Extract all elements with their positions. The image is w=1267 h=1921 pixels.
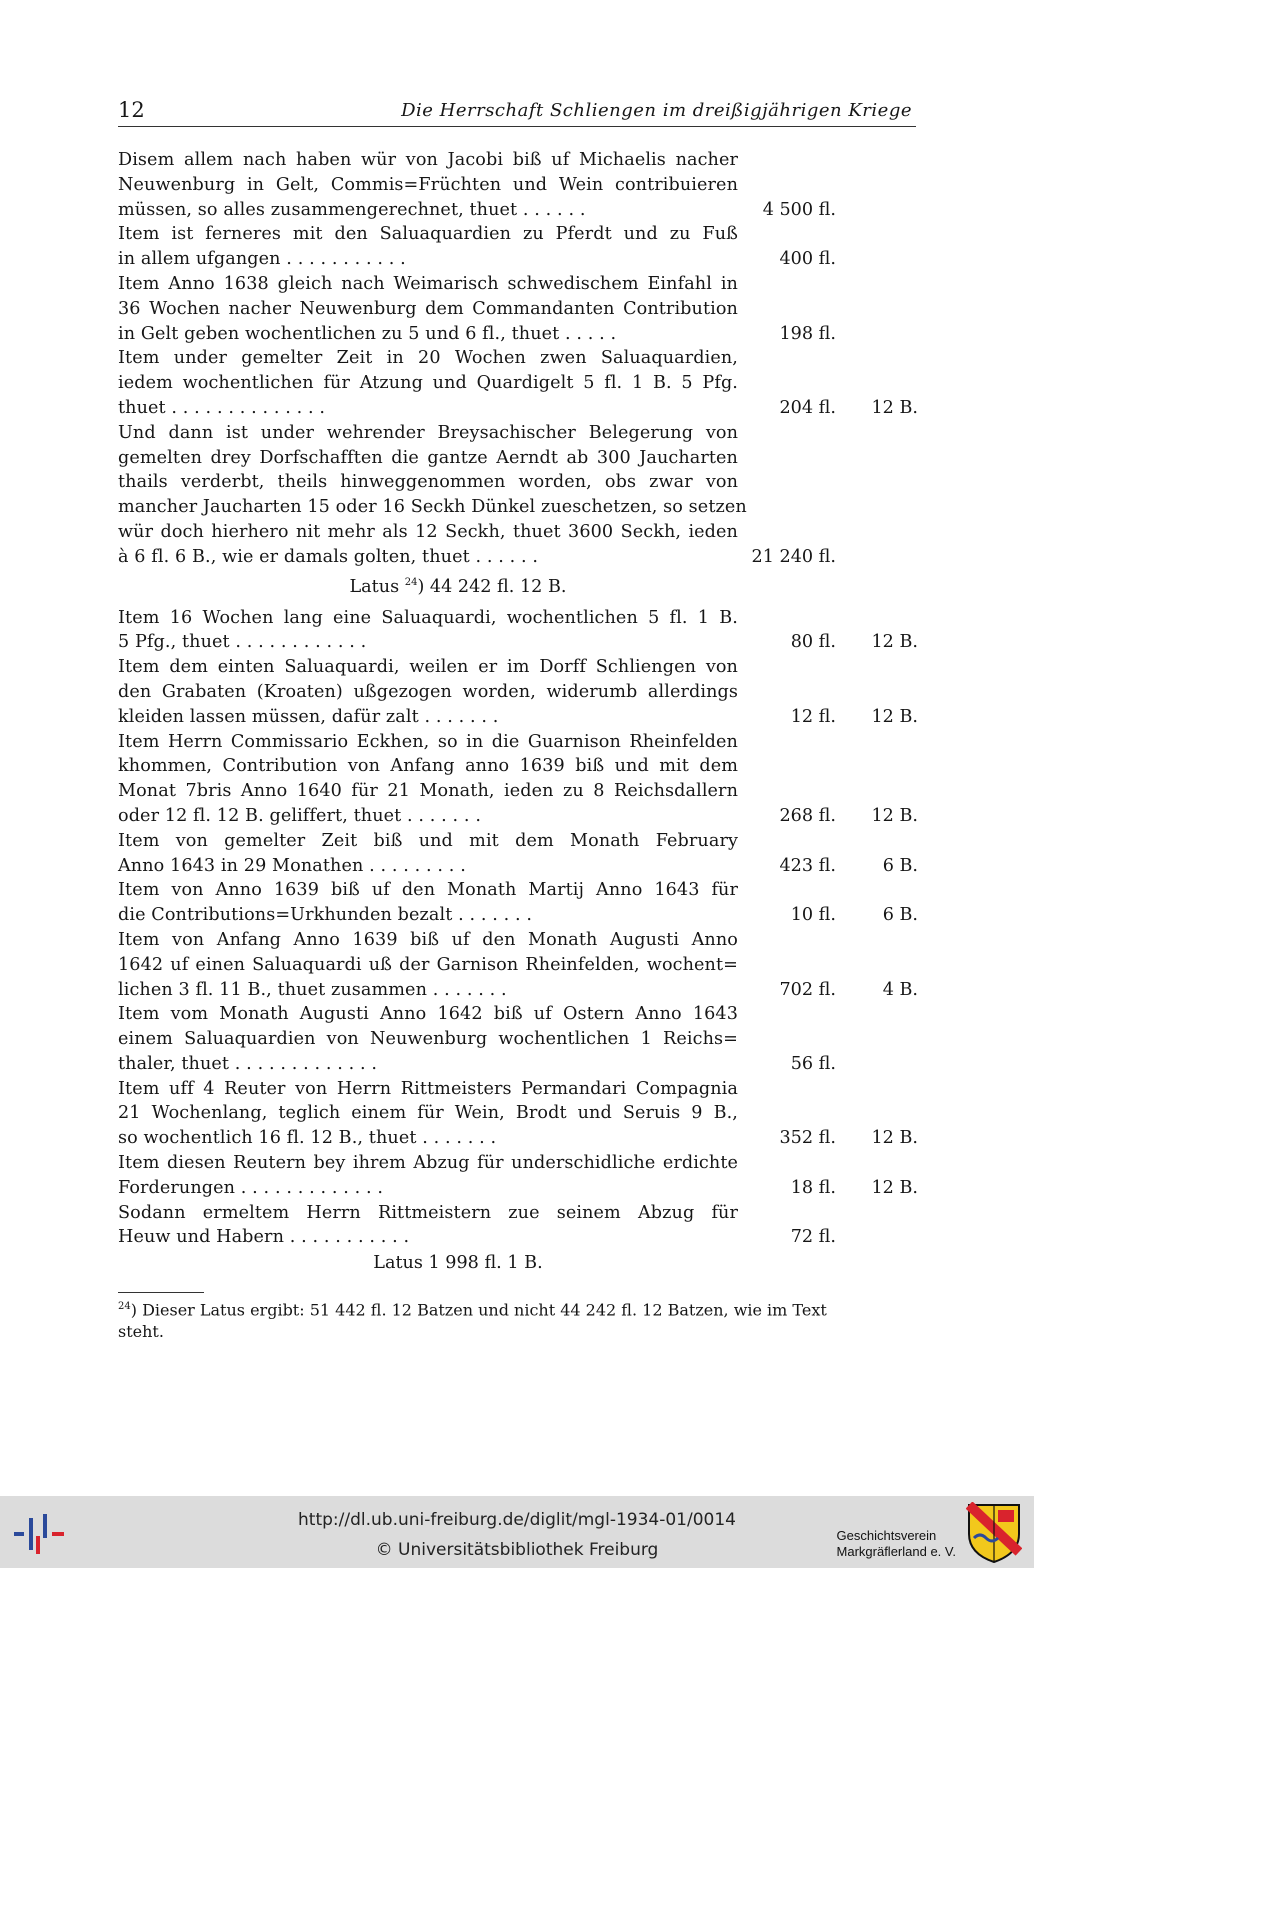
entry-text-line: 21 Wochenlang, teglich einem für Wein, Brodt und Seruis 9 B.,: [118, 1103, 738, 1124]
footnote-rule: [118, 1292, 204, 1293]
entry-amount: [728, 1126, 918, 1151]
amount-gulden: 268 fl.: [779, 805, 836, 826]
entry-text-line: mancher Jaucharten 15 oder 16 Seckh Dünkel zueschetzen, so setzen: [118, 497, 747, 518]
entry-amount: [728, 1052, 918, 1077]
ledger-entry: [118, 1151, 918, 1201]
entry-amount: [728, 322, 918, 347]
entry-amount: [728, 630, 918, 655]
amount-gulden: 702 fl.: [779, 979, 836, 1000]
entry-text-line: thuet . . . . . . . . . . . . . .: [118, 397, 326, 418]
entry-amount: [728, 198, 918, 223]
entry-text-line: Und dann ist under wehrender Breysachischer Belegerung von: [118, 422, 738, 443]
amount-batzen: 4 B.: [882, 979, 918, 1000]
entry-text-line: à 6 fl. 6 B., wie er damals golten, thuet . . . . . .: [118, 546, 539, 567]
entry-text-line: Neuwenburg in Gelt, Commis=Früchten und Wein contribuieren: [118, 174, 738, 195]
ledger-entry: [118, 346, 918, 420]
amount-gulden: 80 fl.: [790, 632, 836, 653]
entry-text-line: khommen, Contribution von Anfang anno 1639 biß und mit dem: [118, 756, 738, 777]
amount-batzen: 6 B.: [882, 905, 918, 926]
entry-text-line: Monat 7bris Anno 1640 für 21 Monath, ieden zu 8 Reichsdallern: [118, 781, 738, 802]
ledger-entry: [118, 655, 918, 729]
entry-text-line: Item Herrn Commissario Eckhen, so in die Guarnison Rheinfelden: [118, 731, 738, 752]
entry-text-line: 1642 uf einen Saluaquardi uß der Garnison Rheinfelden, wochent=: [118, 954, 738, 975]
ledger-section-1: [118, 148, 918, 570]
ledger-entry: [118, 272, 918, 346]
entry-text-line: Item von Anno 1639 biß uf den Monath Martij Anno 1643 für: [118, 880, 738, 901]
amount-batzen: 12 B.: [871, 706, 918, 727]
ledger-entry: [118, 148, 918, 222]
ledger-entry: [118, 878, 918, 928]
amount-gulden: 72 fl.: [790, 1227, 836, 1248]
amount-batzen: 12 B.: [871, 805, 918, 826]
entry-amount: [728, 545, 918, 570]
footnote-line: steht.: [118, 1322, 164, 1342]
entry-text-line: Item under gemelter Zeit in 20 Wochen zwen Saluaquardien,: [118, 348, 738, 369]
entry-text-line: 36 Wochen nacher Neuwenburg dem Commandanten Contribution: [118, 298, 738, 319]
amount-gulden: 18 fl.: [790, 1177, 836, 1198]
amount-gulden: 4 500 fl.: [762, 199, 836, 220]
ledger-entry: [118, 928, 918, 1002]
footnote-line: $^{24}$) Dieser Latus ergibt: 51 442 fl. 12 Batzen und nicht 44 242 fl. 12 Batzen, wie im Text: [118, 1300, 827, 1320]
page-number: 12: [118, 98, 145, 122]
entry-text-line: müssen, so alles zusammengerechnet, thuet . . . . . .: [118, 199, 586, 220]
amount-gulden: 10 fl.: [790, 905, 836, 926]
permalink-url[interactable]: http://dl.ub.uni-freiburg.de/diglit/mgl-1934-01/0014: [298, 1510, 736, 1530]
entry-text-line: Item ist ferneres mit den Saluaquardien zu Pferdt und zu Fuß: [118, 224, 738, 245]
ledger-entry: [118, 730, 918, 829]
page-header: [118, 96, 916, 127]
entry-text-line: Sodann ermeltem Herrn Rittmeistern zue seinem Abzug für: [118, 1202, 738, 1223]
entry-text-line: Item von Anfang Anno 1639 biß uf den Monath Augusti Anno: [118, 929, 738, 950]
entry-amount: [728, 903, 918, 928]
footnote-ref: 24: [404, 576, 418, 588]
entry-text-line: Item uff 4 Reuter von Herrn Rittmeisters Permandari Compagnia: [118, 1078, 738, 1099]
entry-text-line: lichen 3 fl. 11 B., thuet zusammen . . . . . . .: [118, 979, 507, 1000]
ledger-entry: [118, 1002, 918, 1076]
amount-batzen: 12 B.: [871, 1128, 918, 1149]
entry-amount: [728, 804, 918, 829]
footnote-mark: 24: [118, 1301, 131, 1312]
amount-gulden: 400 fl.: [779, 249, 836, 270]
amount-gulden: 56 fl.: [790, 1053, 836, 1074]
entry-text-line: Heuw und Habern . . . . . . . . . . .: [118, 1227, 410, 1248]
ledger-entry: [118, 1201, 918, 1251]
entry-text-line: thails verderbt, theils hinweggenommen worden, obs zwar von: [118, 472, 738, 493]
document-body: [118, 148, 918, 1276]
entry-amount: [728, 247, 918, 272]
entry-amount: [728, 1225, 918, 1250]
ledger-entry: [118, 829, 918, 879]
entry-amount: [728, 1176, 918, 1201]
entry-text-line: Item 16 Wochen lang eine Saluaquardi, wochentlichen 5 fl. 1 B.: [118, 607, 738, 628]
entry-text-line: Forderungen . . . . . . . . . . . . .: [118, 1177, 384, 1198]
entry-text-line: in allem ufgangen . . . . . . . . . . .: [118, 249, 406, 270]
amount-gulden: 352 fl.: [779, 1128, 836, 1149]
entry-text-line: Item Anno 1638 gleich nach Weimarisch schwedischem Einfahl in: [118, 273, 738, 294]
entry-text-line: iedem wochentlichen für Atzung und Quardigelt 5 fl. 1 B. 5 Pfg.: [118, 373, 738, 394]
amount-gulden: 204 fl.: [779, 397, 836, 418]
amount-batzen: 12 B.: [871, 1177, 918, 1198]
entry-text-line: Item von gemelter Zeit biß und mit dem Monath February: [118, 830, 738, 851]
entry-text-line: Item vom Monath Augusti Anno 1642 biß uf Ostern Anno 1643: [118, 1004, 738, 1025]
ledger-entry: [118, 1077, 918, 1151]
entry-text-line: in Gelt geben wochentlichen zu 5 und 6 fl., thuet . . . . .: [118, 323, 617, 344]
ledger-entry: [118, 606, 918, 656]
running-title: Die Herrschaft Schliengen im dreißigjährigen Kriege: [401, 100, 912, 121]
amount-gulden: 21 240 fl.: [751, 546, 836, 567]
society-name: Geschichtsverein Markgräflerland e. V.: [836, 1528, 956, 1559]
entry-text-line: Item dem einten Saluaquardi, weilen er im Dorff Schliengen von: [118, 657, 738, 678]
amount-gulden: 198 fl.: [779, 323, 836, 344]
amount-gulden: 12 fl.: [790, 706, 836, 727]
entry-text-line: den Grabaten (Kroaten) ußgezogen worden, widerumb allerdings: [118, 681, 738, 702]
viewer-footer: [0, 1496, 1034, 1568]
entry-amount: [728, 854, 918, 879]
entry-text-line: oder 12 fl. 12 B. geliffert, thuet . . . . . . .: [118, 805, 482, 826]
amount-batzen: 12 B.: [871, 397, 918, 418]
entry-text-line: die Contributions=Urkhunden bezalt . . . . . . .: [118, 905, 533, 926]
ledger-entry: [118, 421, 918, 570]
ledger-section-2: [118, 606, 918, 1251]
copyright-notice: © Universitätsbibliothek Freiburg: [375, 1540, 659, 1560]
latus-subtotal-1: Latus $^{24}$) 44 242 fl. 12 B.: [349, 576, 567, 597]
entry-text-line: Item diesen Reutern bey ihrem Abzug für underschidliche erdichte: [118, 1153, 738, 1174]
entry-text-line: wür doch hierhero nit mehr als 12 Seckh, thuet 3600 Seckh, ieden: [118, 521, 738, 542]
amount-batzen: 6 B.: [882, 855, 918, 876]
footnote: [118, 1296, 918, 1343]
ledger-entry: [118, 222, 918, 272]
entry-text-line: Disem allem nach haben wür von Jacobi biß uf Michaelis nacher: [118, 150, 738, 170]
entry-text-line: kleiden lassen müssen, dafür zalt . . . . . . .: [118, 706, 499, 727]
entry-text-line: gemelten drey Dorfschafften die gantze Aerndt ab 300 Jaucharten: [118, 447, 738, 468]
entry-amount: [728, 978, 918, 1003]
latus-subtotal-2: Latus 1 998 fl. 1 B.: [373, 1253, 543, 1274]
entry-text-line: so wochentlich 16 fl. 12 B., thuet . . . . . . .: [118, 1128, 497, 1149]
entry-text-line: einem Saluaquardien von Neuwenburg wochentlichen 1 Reichs=: [118, 1029, 738, 1050]
entry-amount: [728, 396, 918, 421]
coat-of-arms-icon: [966, 1502, 1022, 1564]
entry-amount: [728, 705, 918, 730]
entry-text-line: 5 Pfg., thuet . . . . . . . . . . . .: [118, 632, 367, 653]
amount-batzen: 12 B.: [871, 632, 918, 653]
amount-gulden: 423 fl.: [779, 855, 836, 876]
entry-text-line: thaler, thuet . . . . . . . . . . . . .: [118, 1053, 378, 1074]
entry-text-line: Anno 1643 in 29 Monathen . . . . . . . . .: [118, 855, 466, 876]
